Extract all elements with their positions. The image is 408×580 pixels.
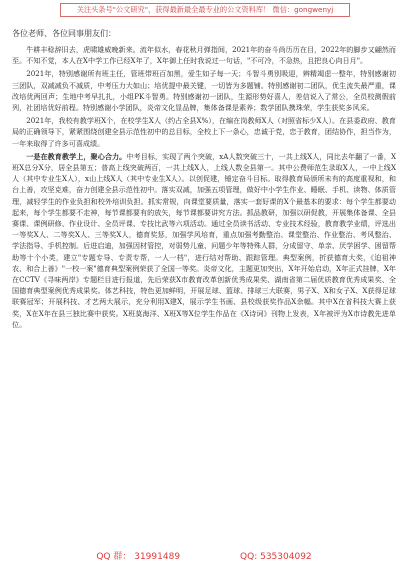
paragraph-text: 中考目标，实现了两个突破，xA人数突破三十，一共上线X人，同比去年翻了一番，X班X总分X分，居全县第五；普高上线突破两百，一共上线X人，上线人数全县第一。其中公费师范生录取X人，一中上线X人（其中专业生X人），x山上线X人（其中专业生X人）。以创促建，锤定奋斗目标。取得教育局颁所未有的高度重视和，和台上善，攻坚克难，奋力创建全县示范性初中。落实双减，加强五项管理，做好中小学生作业、睡眠、手机、读物、体质管理，减轻学生的作业负担和校外培训负担。抓实常规，向课堂要质量，落实一套好课的X个最基本的要求：每个学生都要动起来，每个学生都要不走神，每节课都要有的放矢，每节课都要讲究方法。抓品教研，加强以研促教，开展集体备课、全县赛课、课例研修、作业设计、全员评课、专技比武等六项活动。通过全员读书活动、专业技术经验，教育教学业绩，评选出一等奖X人、二等奖X人、三等奖X人，德育奖惩，加强学风培育，重点加强考勤整治、课堂整治、作业整治、考风整治、学法指导、手机控制。后进启迪，加强因材管控，对弱势儿童、问题少年等特殊人群，分成留守、单亲、厌学困学、困留帮助等十个小类，建立"专题专导、专责专帮，一人一档"，进行结对帮助、跟踪管理。典型案例，折获德育大奖，《迫祖神农、和合上善》"一校一案"德育典型案例荣获了全国一等奖。炎帝文化，主题更加突出，X年开始启动，X年正式挂牌，X年在CCTV《寻味两岸》专题栏目进行报道，先后荣获X市教育改革创新优秀成果奖、湖南省第二届优质教育优秀成果奖、全国德育典型案例优秀成果奖。体艺科技，特色更加鲜明，开展足球、篮球、排球三大联赛，男子X、X和女子X、X获得足球联赛冠军；开展科技、才艺两大展示，充分利用X建X，展示学生书画、县校级获奖作品X余幅。其中X在省科技大赛上获奖，X在X年在县三独比赛中获奖。X班莫海洋、X班X等X位学生作品在《X诗词》刊物上发表，X年被评为X市诗教先进单位。 — [12, 151, 396, 329]
greeting: 各位老师、各位同事朋友们： — [12, 29, 116, 38]
footer-qq-group: QQ 群： 31991489 — [96, 552, 181, 562]
footer-qq: QQ: 535304092 — [240, 552, 312, 562]
top-banner — [60, 3, 350, 17]
paragraph-text: 牛耕丰稔辞旧去，虎啸雄威晚新来。流年似水，春花秋月弹指间，2021年的奋斗尚历历在目，2022年的脚步又翩然而至。不知不觉，本人在X中学工作已经X年了，X年御上任时我说过一句话，"不可冷，不急热，且把良心向日月"。 — [12, 45, 396, 66]
paragraph-text: 2021年，特别感谢所有班主任，管班带班百加黑，爱生如子每一天；斗智斗勇别吸迎，辨精竭虑一整年，特别感谢初三团队，双减减负不减质，中考压力大如山；培优提中最关键，一切皆为多题铺。特别感谢初二团队，优生流失最严重，课改培优两回声；生地中考早扎扎，小组PK斗智勇。特别感谢初一团队，生源形势好喜人，差信说入了常公，全员校测假前列，社团培优好前程。特别感谢小学团队，炎帝文化显品牌，集体备课是素养；数学团队携珠荣，学生获奖多风采。 — [12, 69, 396, 113]
paragraph — [12, 68, 396, 113]
banner-text: 关注头条号"公文研究"，获得最新最全最专业的公文资料库！ 微信：gongwenyj — [76, 5, 334, 14]
paragraph — [12, 151, 396, 330]
footer — [0, 548, 408, 566]
paragraph — [12, 44, 396, 66]
document-body — [12, 28, 396, 546]
paragraph — [12, 115, 396, 149]
paragraph-text: 2021年，我校有教学班X个，在校学生X人（约占全县X%），在编在岗教师X人（对照省标少X人）。在县委政府、教育局的正确领导下，紧紧围绕创建全县示范性初中的总目标，全校上下一条心，忠诚于党，忠于教育，团结协作，担当作为，一年来取得了许多可喜成绩。 — [12, 116, 396, 148]
paragraph-lead: 一是在教育教学上，聚心合力。 — [26, 151, 127, 161]
